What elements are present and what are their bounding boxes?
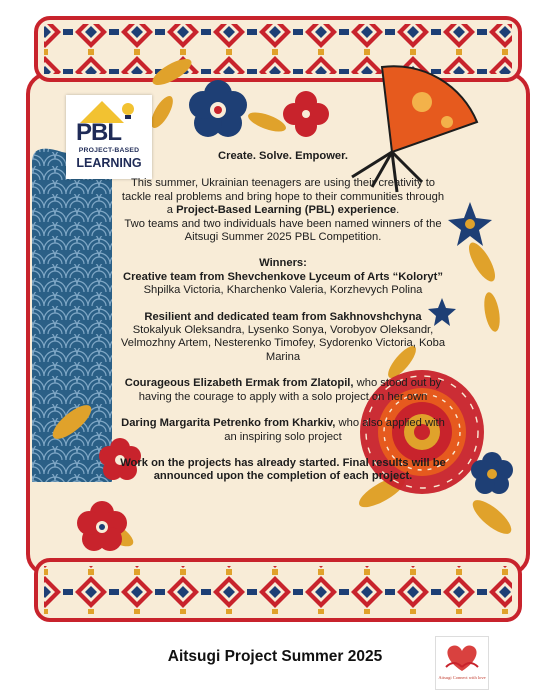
footer-title: Aitsugi Project Summer 2025 (167, 648, 383, 665)
heart-hands-icon (436, 637, 488, 677)
individual2-desc: who also applied with an inspiring solo project (224, 417, 445, 443)
winners-heading: Winners: (259, 257, 307, 270)
team2-title: Resilient and dedicated team from Sakhnovshchyna (144, 310, 422, 323)
intro-paragraph (118, 177, 448, 217)
intro-text: This summer, Ukrainian teenagers are using their creativity to tackle real problems and bring hope to their communities through a (121, 177, 445, 217)
individual2-name: Daring Margarita Petrenko from Kharkiv, (121, 417, 336, 430)
tagline: Create. Solve. Empower. (218, 150, 348, 162)
announcement-text (118, 150, 448, 497)
logo-line-2: LEARNING (76, 156, 142, 170)
individual1-paragraph (118, 377, 448, 404)
individual1-name: Courageous Elizabeth Ermak from Zlatopil, (124, 377, 354, 390)
announcement: Two teams and two individuals have been named winners of the Aitsugi Summer 2025 PBL Competition. (124, 217, 442, 244)
logo-mark: PBL (76, 119, 121, 146)
intro-highlight: Project-Based Learning (PBL) experience (176, 204, 397, 217)
badge-label: Aitsugi Connect with love (438, 675, 486, 680)
aitsugi-badge (435, 636, 489, 690)
logo-line-1: PROJECT-BASED (78, 147, 140, 154)
team2-members: Stokalyuk Oleksandra, Lysenko Sonya, Vorobyov Oleksandr, Velmozhny Artem, Nesterenko Timofey, Sydorenko Victoria, Koba Marina (120, 324, 446, 363)
intro-end: . (396, 204, 400, 217)
closing-text: Work on the projects has already started. Final results will be announced upon the completion of each project. (120, 456, 446, 483)
individual2-paragraph (118, 417, 448, 444)
team1-members: Shpilka Victoria, Kharchenko Valeria, Korzhevych Polina (143, 284, 423, 297)
individual1-desc: who stood out by having the courage to apply with a solo project on her own (138, 377, 442, 403)
team1-title: Creative team from Shevchenkove Lyceum of Arts “Koloryt” (123, 270, 443, 283)
